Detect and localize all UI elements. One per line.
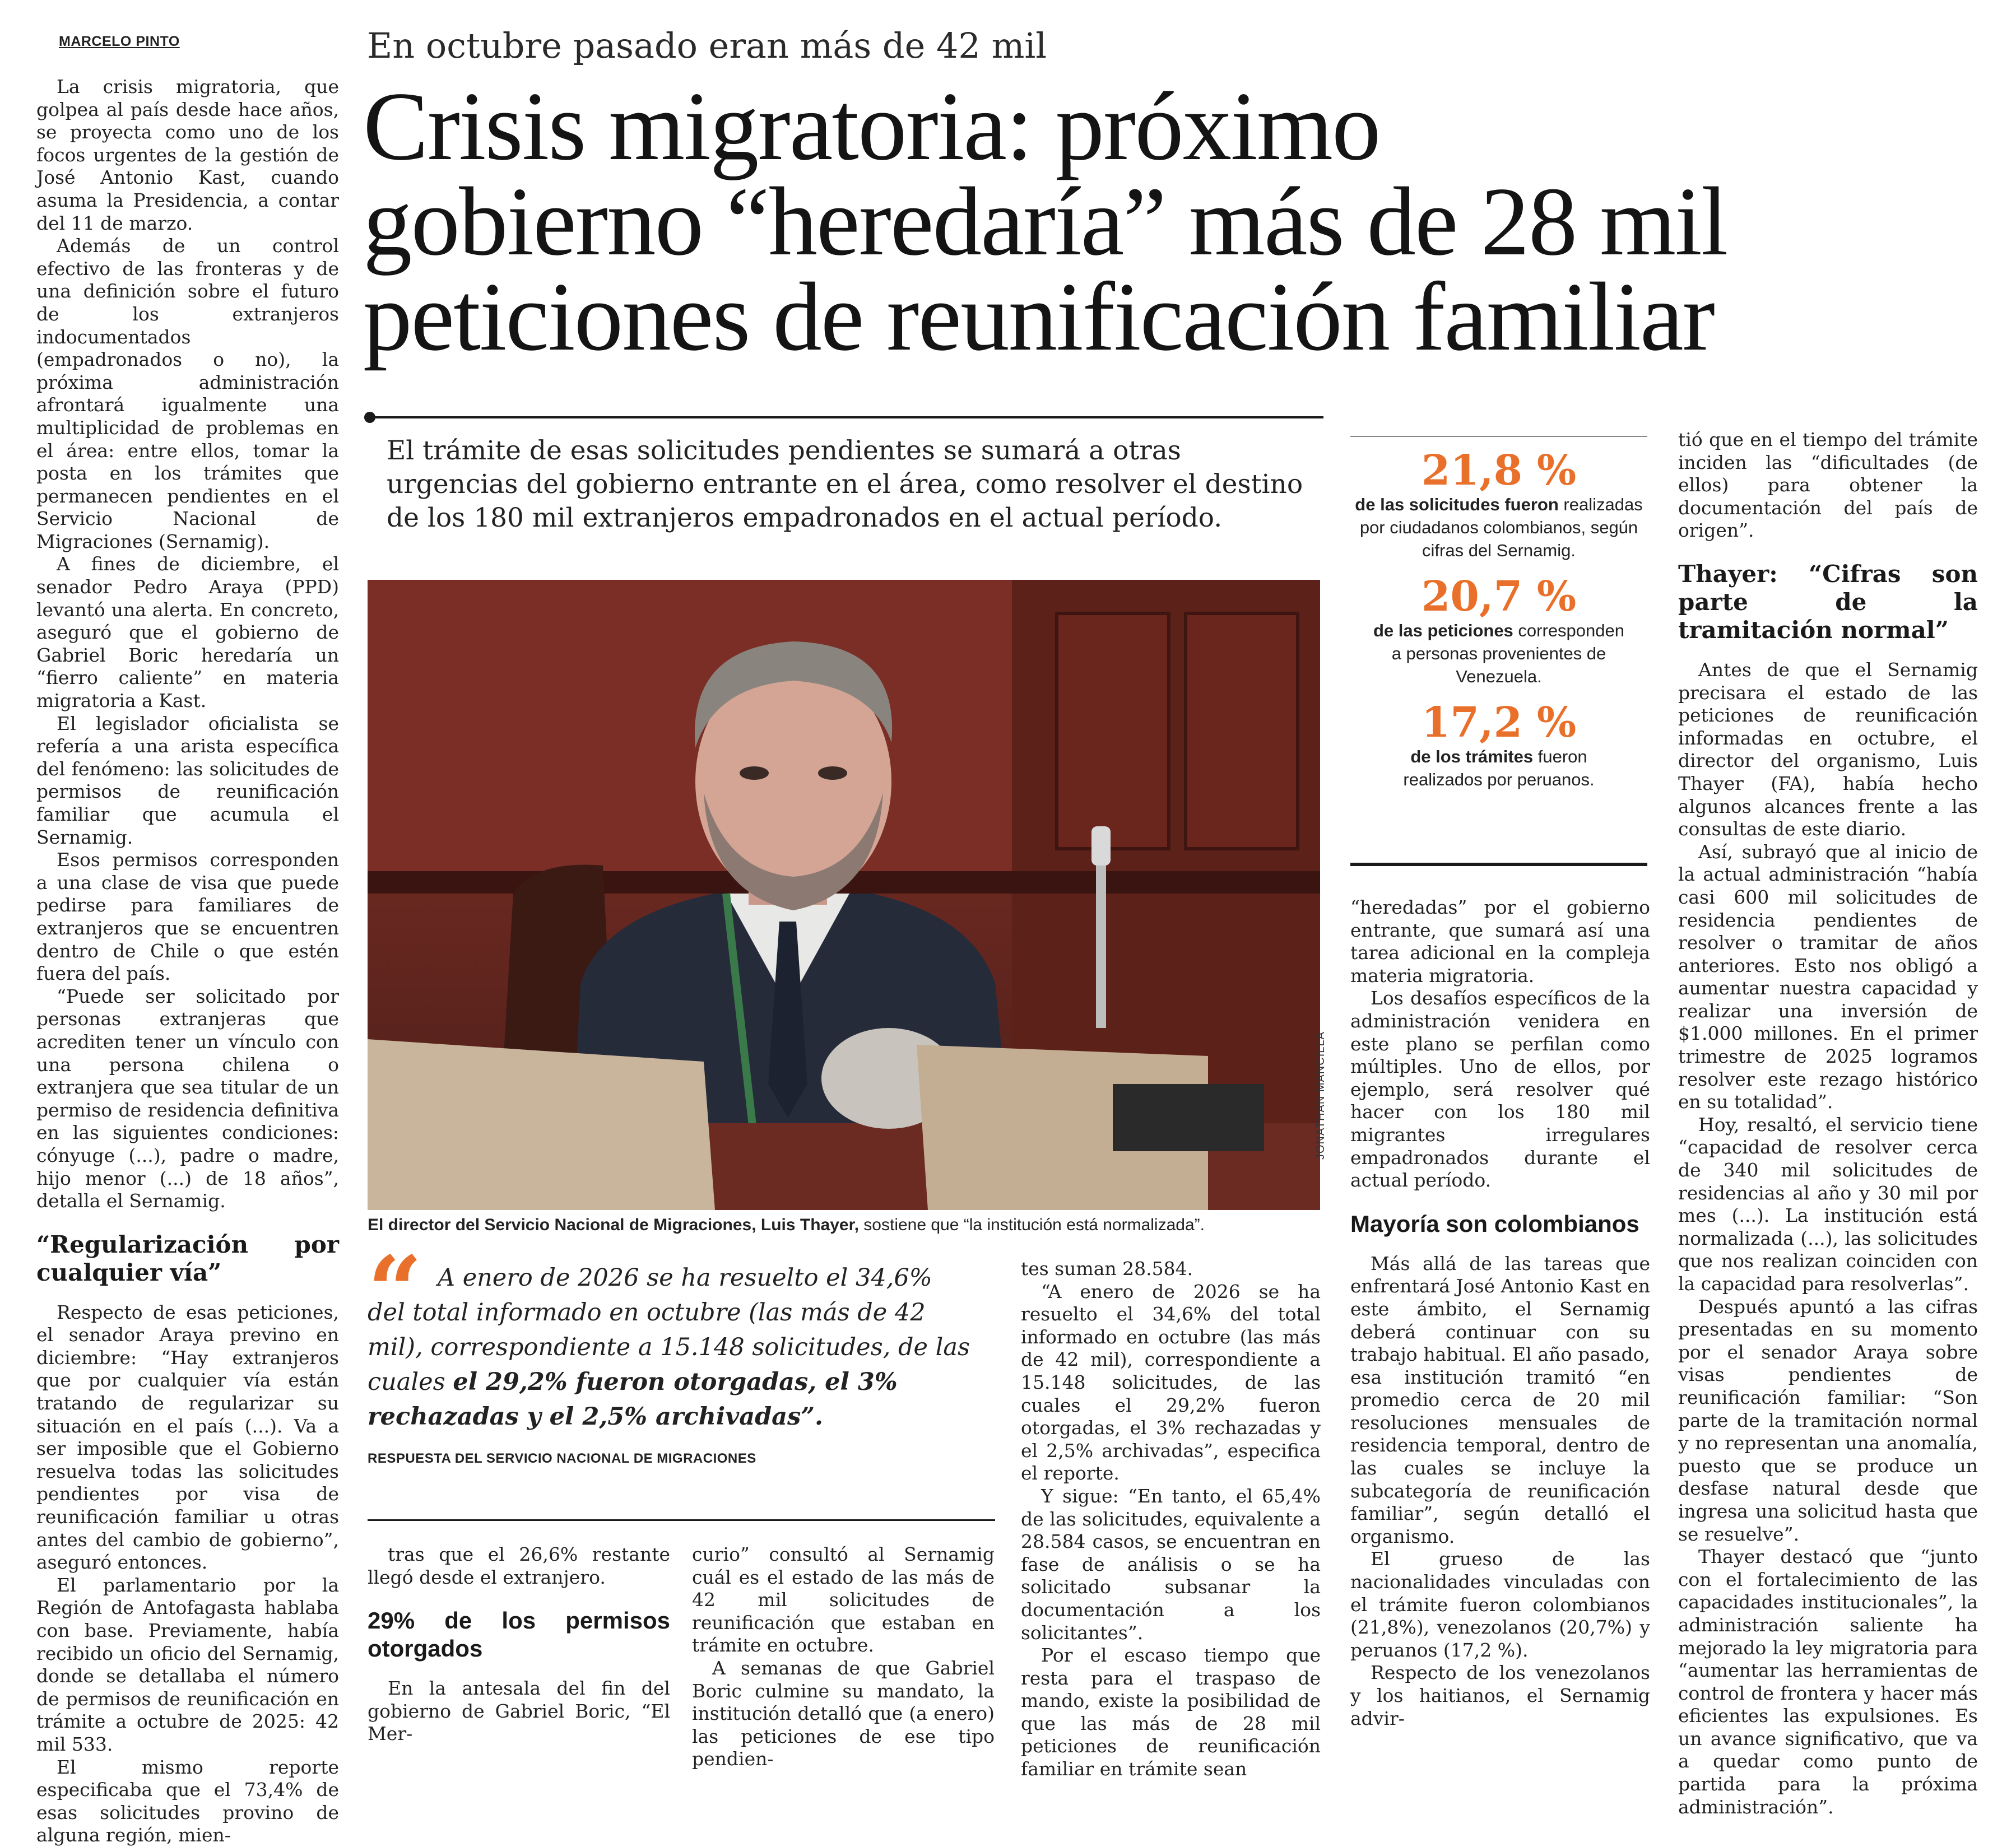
stat-peru [1350, 700, 1647, 791]
col4-paragraph: Por el escaso tiempo que resta para el traspaso de mando, existe la posibilidad de que las más de 28 mil peticiones de reunificación familiar en trámite sean [1021, 1644, 1321, 1780]
col5-paragraph: “heredadas” por el gobierno entrante, que sumará así una tarea adicional en la compleja materia migratoria. [1350, 896, 1650, 987]
col4-paragraph: tes suman 28.584. [1021, 1258, 1193, 1280]
col5-paragraph: El grueso de las nacionalidades vinculadas con el trámite fueron colombianos (21,8%), venezolanos (20,7%) y peruanos (17,2 %). [1350, 1548, 1650, 1661]
stat-venezuela [1350, 574, 1647, 688]
col1-paragraph: “Puede ser solicitado por personas extranjeras que acrediten tener un vínculo con una persona chilena o extranjera que sea titular de un permiso de residencia definitiva en las siguientes condiciones: cónyuge (...), padre o madre, hijo menor (...) de 18 años”, detalla el Sernamig. [36, 985, 339, 1212]
col4-paragraph: “A enero de 2026 se ha resuelto el 34,6% del total informado en octubre (las más de 42 mil), correspondiente a 15.148 solicitudes, de las cuales el 29,2% fueron otorgadas, el 3% rechazadas y el 2,5% archivadas”, especifica el reporte. [1021, 1280, 1321, 1485]
col6-paragraph: Antes de que el Sernamig precisara el estado de las peticiones de reunificación informadas en octubre, el director del organismo, Luis Thayer (FA), había hecho algunos alcances frente a las consultas de este diario. [1678, 658, 1978, 840]
stats-bottom-rule [1350, 863, 1647, 866]
column-5 [1350, 896, 1650, 1730]
column-4 [1021, 1258, 1321, 1781]
deck-line-1: El trámite de esas solicitudes pendientes se sumará a otras [387, 435, 1181, 466]
photo-caption [368, 1216, 1205, 1235]
col1-paragraph: A fines de diciembre, el senador Pedro Araya (PPD) levantó una alerta. En concreto, aseguró que el gobierno de Gabriel Boric heredaría un “fierro caliente” en materia migratoria a Kast. [36, 553, 339, 712]
col2-paragraph: tras que el 26,6% restante llegó desde el extranjero. [368, 1543, 670, 1588]
col6-paragraph: Hoy, resaltó, el servicio tiene “capacidad de resolver cerca de 340 mil solicitudes de residencias al año y 30 mil por mes (...). La institución está normalizada (...), las solicitudes que nos realizan coinciden con la capacidad para resolverlas”. [1678, 1113, 1978, 1295]
stat-value: 20,7 % [1421, 573, 1577, 621]
pull-quote [368, 1235, 1012, 1467]
stats-top-rule [1350, 436, 1647, 437]
byline: MARCELO PINTO [59, 34, 180, 49]
col3-paragraph: curio” consultó al Sernamig cuál es el estado de las más de 42 mil solicitudes de reunificación que estaban en trámite en octubre. [692, 1543, 995, 1657]
deck-line-2: urgencias del gobierno entrante en el área, como resolver el destino [387, 469, 1303, 500]
col5-paragraph: Los desafíos específicos de la administración venidera en este plano se perfilan como múltiples. Uno de ellos, por ejemplo, será resolver qué hacer con los 180 mil migrantes irregulares empadronados durante el actual período. [1350, 987, 1650, 1192]
photo-credit: JONATHAN MANCILLA [1314, 1031, 1327, 1160]
col2-paragraph: En la antesala del fin del gobierno de Gabriel Boric, “El Mer- [368, 1677, 670, 1745]
quote-mark-icon: “ [368, 1235, 422, 1347]
photo-caption-bold: El director del Servicio Nacional de Migraciones, Luis Thayer, [368, 1216, 859, 1234]
col1-paragraph: La crisis migratoria, que golpea al país desde hace años, se proyecta como uno de los focos urgentes de la gestión de José Antonio Kast, cuando asuma la Presidencia, a contar del 11 de marzo. [36, 76, 339, 234]
quote-text-bold: el 29,2% fueron otorgadas, el 3% rechazadas y el 2,5% archivadas”. [368, 1368, 898, 1431]
col1-paragraph: El parlamentario por la Región de Antofagasta hablaba con base. Previamente, había recibido un oficio del Sernamig, donde se detallaba el número de permisos de reunificación en trámite a octubre de 2025: 42 mil 533. [36, 1574, 339, 1755]
col5-paragraph: Respecto de los venezolanos y los haitianos, el Sernamig advir- [1350, 1662, 1650, 1729]
headline-line-1: Crisis migratoria: próximo [363, 72, 1380, 180]
column-3 [692, 1543, 995, 1771]
col6-paragraph: Thayer destacó que “junto con el fortalecimiento de las capacidades institucionales”, la administración saliente ha mejorado la ley migratoria para “aumentar las herramientas de control de frontera y hacer más eficientes las expulsiones. Es un avance significativo, que va a quedar como punto de partida para la próxima administración”. [1678, 1546, 1978, 1818]
col6-subhead: Thayer: “Cifras son parte de la tramitación normal” [1678, 560, 1978, 644]
stat-text: de las solicitudes fueron realizadas por ciudadanos colombianos, según cifras del Sernamig. [1355, 495, 1643, 560]
col5-subhead: Mayoría son colombianos [1350, 1210, 1639, 1237]
deck-line-3: de los 180 mil extranjeros empadronados en el actual período. [387, 503, 1223, 533]
column-1 [36, 76, 339, 1847]
headline-line-3: peticiones de reunificación familiar [363, 262, 1714, 371]
photo-illustration [368, 580, 1320, 1210]
col6-paragraph: tió que en el tiempo del trámite inciden las “dificultades (de ellos) para obtener la documentación del país de origen”. [1678, 429, 1978, 542]
col1-paragraph: Esos permisos corresponden a una clase de visa que puede pedirse para familiares de extranjeros que se encuentren dentro de Chile o que estén fuera del país. [36, 849, 339, 985]
col1-paragraph: Respecto de esas peticiones, el senador Araya previno en diciembre: “Hay extranjeros que por cualquier vía están tratando de regularizar su situación en el país (...). Va a ser imposible que el Gobierno resuelva todas las solicitudes pendientes por visa de reunificación familiar u otras antes del cambio de gobierno”, aseguró entonces. [36, 1301, 339, 1574]
quote-text [368, 1260, 973, 1434]
stat-text: de los trámites fueron realizados por peruanos. [1403, 747, 1595, 789]
kicker: En octubre pasado eran más de 42 mil [367, 25, 1047, 66]
stat-text: de las peticiones corresponden a personas provenientes de Venezuela. [1373, 621, 1624, 686]
col6-paragraph: Después apuntó a las cifras presentadas en su momento por el senador Araya sobre visas pendientes de reunificación familiar: “Son parte de la tramitación normal y no representan una anomalía, puesto que se produce un desfase natural desde que ingresa una solicitud hasta que se resuelve”. [1678, 1295, 1978, 1545]
headline [363, 72, 1727, 371]
column-2 [368, 1543, 670, 1746]
quote-divider [368, 1519, 995, 1521]
quote-source: RESPUESTA DEL SERVICIO NACIONAL DE MIGRACIONES [368, 1451, 756, 1466]
column-6 [1678, 429, 1978, 1818]
photo-luis-thayer [368, 580, 1320, 1210]
col1-subhead: “Regularización por cualquier vía” [36, 1230, 339, 1286]
deck [387, 434, 1303, 535]
col1-paragraph: El mismo reporte especificaba que el 73,4% de esas solicitudes provino de alguna región, mien- [36, 1756, 339, 1846]
photo-caption-rest: sostiene que “la institución está normalizada”. [858, 1216, 1205, 1234]
quote-text-regular: A enero de 2026 se ha resuelto el 34,6% del total informado en octubre (las más de 42 mil), correspondiente a 15.148 solicitudes, de las cuales [368, 1264, 970, 1396]
col5-paragraph: Más allá de las tareas que enfrentará José Antonio Kast en este ámbito, el Sernamig deberá continuar con su trabajo habitual. El año pasado, esa institución tramitó “en promedio cerca de 20 mil resoluciones mensuales de residencia temporal, dentro de las cuales se incluye la subcategoría de reunificación familiar”, según detalló el organismo. [1350, 1252, 1650, 1547]
col6-paragraph: Así, subrayó que al inicio de la actual administración “había casi 600 mil solicitudes de residencia pendientes de resolver o tramitar de años anteriores. Esto nos obligó a aumentar nuestra capacidad y realizar una inversión de $1.000 millones. En el primer trimestre de 2025 logramos resolver este rezago histórico en su totalidad”. [1678, 840, 1978, 1113]
deck-rule [371, 416, 1323, 418]
stat-value: 21,8 % [1421, 446, 1577, 495]
stat-colombia [1350, 448, 1647, 562]
col1-paragraph: El legislador oficialista se refería a una arista específica del fenómeno: las solicitudes de permisos de reunificación familiar que acumula el Sernamig. [36, 712, 339, 848]
col4-paragraph: Y sigue: “En tanto, el 65,4% de las solicitudes, equivalente a 28.584 casos, se encuentran en fase de análisis o se ha solicitado subsanar la documentación a los solicitantes”. [1021, 1485, 1321, 1644]
col1-paragraph: Además de un control efectivo de las fronteras y de una definición sobre el futuro de los extranjeros indocumentados (empadronados o no), la próxima administración afrontará igualmente una multiplicidad de problemas en el área: entre ellos, tomar la posta en los trámites que permanecen pendientes en el Servicio Nacional de Migraciones (Sernamig). [36, 235, 339, 552]
headline-line-2: gobierno “heredaría” más de 28 mil [363, 167, 1727, 276]
col2-subhead: 29% de los permisos otorgados [368, 1607, 670, 1662]
col3-paragraph: A semanas de que Gabriel Boric culmine su mandato, la institución detalló que (a enero) las peticiones de ese tipo pendien- [692, 1657, 995, 1770]
stat-value: 17,2 % [1421, 699, 1577, 747]
deck-rule-dot [364, 412, 375, 423]
stats-box [1350, 448, 1647, 791]
